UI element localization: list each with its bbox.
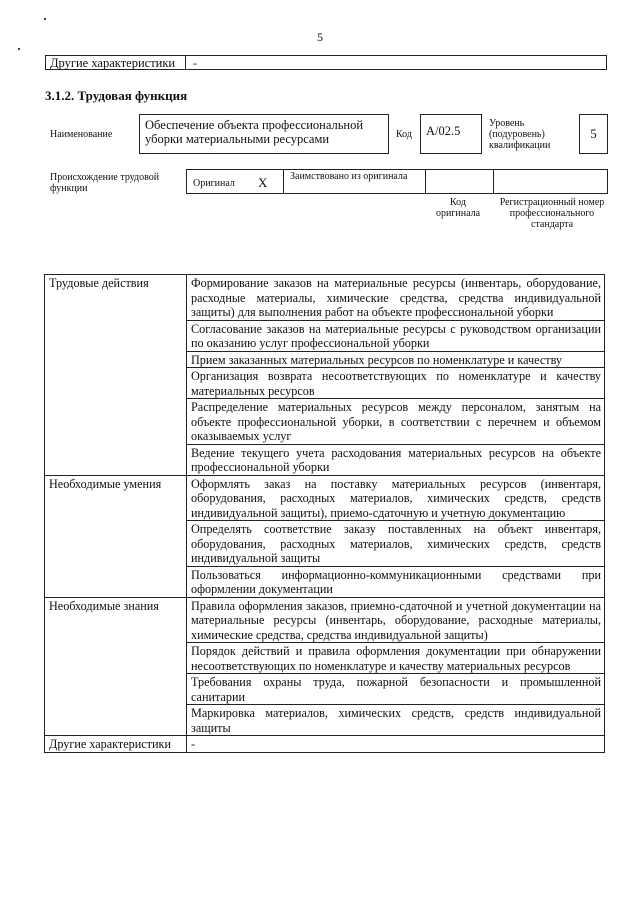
skills-label: Необходимые умения (45, 475, 187, 597)
original-label: Оригинал (193, 178, 235, 189)
origin-row (186, 169, 608, 194)
action-item: Организация возврата несоответствующих по номенклатуре и качеству материальных ресурсов (187, 368, 605, 399)
divider (425, 169, 426, 194)
knowledge-item: Правила оформления заказов, приемно-сдаточной и учетной документации на материальные ресурсы (инвентарь, оборудование, расходные материалы, химические средства, средства индивидуальной защиты) (187, 597, 605, 643)
table-row (45, 597, 605, 643)
skill-item: Определять соответствие заказу поставленных на объект инвентаря, оборудования, расходных материалов, химических средств, средств индивидуальной защиты (187, 521, 605, 567)
action-item: Распределение материальных ресурсов между персоналом, занятым на объекте профессиональной уборки, в соответствии с перечнем и объемом оказываемых услуг (187, 399, 605, 445)
table-row (45, 736, 605, 753)
action-item: Согласование заказов на материальные ресурсы с руководством организации по оказанию услуг профессиональной уборки (187, 320, 605, 351)
skill-item: Оформлять заказ на поставку материальных ресурсов (инвентаря, оборудования, расходных материалов, химических средств, средств индивидуальной защиты), приемо-сдаточную и учетную документацию (187, 475, 605, 521)
code-original-caption: Код оригинала (435, 197, 481, 219)
section-title: 3.1.2. Трудовая функция (45, 88, 188, 103)
knowledge-item: Требования охраны труда, пожарной безопасности и промышленной санитарии (187, 674, 605, 705)
scan-speck (18, 48, 20, 50)
action-item: Формирование заказов на материальные ресурсы (инвентарь, оборудование, расходные материалы, химические средства, средства индивидуальной защиты) для выполнения работ на объекте профессиональной уборки (187, 275, 605, 321)
name-label: Наименование (50, 129, 113, 140)
original-mark: X (258, 175, 268, 190)
divider (493, 169, 494, 194)
other-value: - (187, 736, 605, 753)
function-details-table (44, 274, 605, 753)
top-other-row (45, 55, 607, 70)
action-item: Ведение текущего учета расходования материальных ресурсов на объекте профессиональной уборки (187, 444, 605, 475)
action-item: Прием заказанных материальных ресурсов по номенклатуре и качеству (187, 351, 605, 368)
page-number: 5 (317, 30, 323, 44)
function-name: Обеспечение объекта профессиональной уборки материальными ресурсами (139, 114, 389, 154)
top-other-label: Другие характеристики (50, 56, 176, 70)
knowledge-item: Порядок действий и правила оформления документации при обнаружении несоответствующих по номенклатуре и качеству материальных ресурсов (187, 643, 605, 674)
scan-speck (44, 18, 46, 20)
table-row (45, 475, 605, 521)
origin-label: Происхождение трудовой функции (50, 172, 160, 194)
divider (185, 55, 186, 70)
level-label: Уровень (подуровень) квалификации (489, 118, 551, 151)
level-value: 5 (579, 114, 608, 154)
other-label: Другие характеристики (45, 736, 187, 753)
skill-item: Пользоваться информационно-коммуникационными средствами при оформлении документации (187, 566, 605, 597)
borrowed-label: Заимствовано из оригинала (290, 171, 408, 182)
actions-label: Трудовые действия (45, 275, 187, 476)
divider (283, 169, 284, 194)
table-row (45, 275, 605, 321)
code-label: Код (396, 129, 412, 140)
code-value: A/02.5 (420, 114, 482, 154)
reg-number-caption: Регистрационный номер профессионального стандарта (499, 197, 605, 230)
knowledge-label: Необходимые знания (45, 597, 187, 736)
knowledge-item: Маркировка материалов, химических средств, средств индивидуальной защиты (187, 705, 605, 736)
top-other-value: - (193, 56, 197, 70)
